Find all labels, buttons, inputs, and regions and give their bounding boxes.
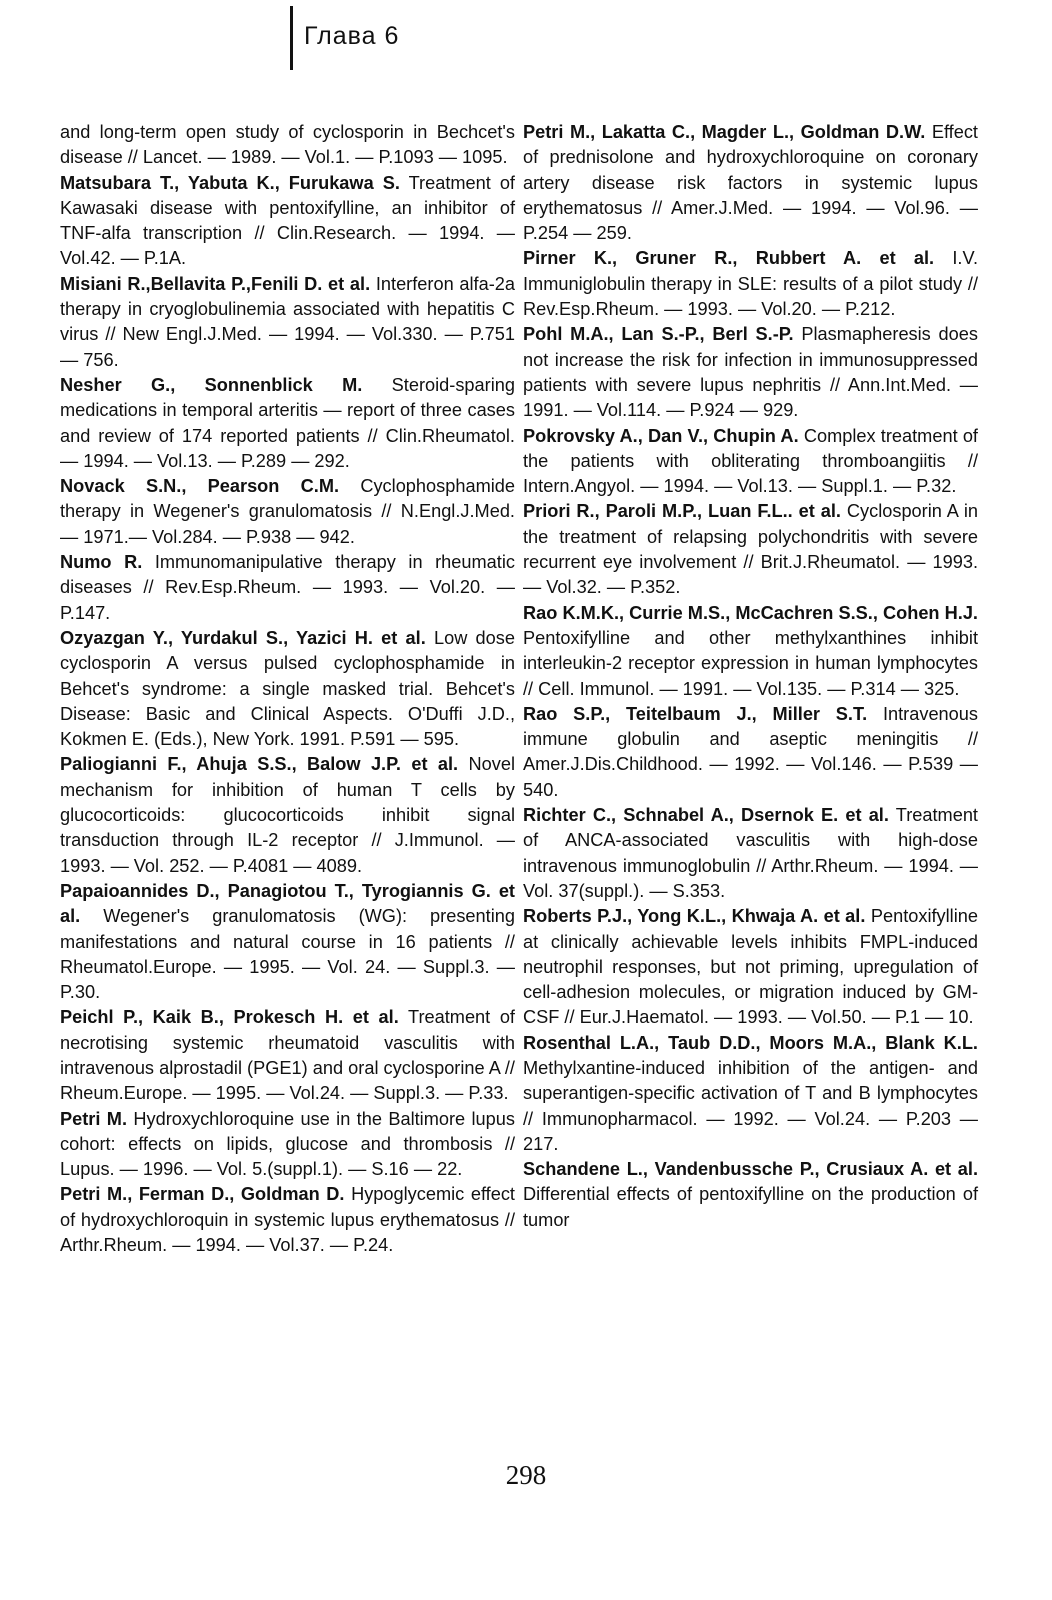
reference-entry [523, 322, 978, 423]
reference-text: Low dose cyclosporin A versus pulsed cyclophosphamide in Behcet's syndrome: a single masked trial. Behcet's Disease: Basic and Clinical Aspects. O'Duffi J.D., Kokmen E. (Eds.), New York. 1991. P.591 — 595. [60, 627, 515, 750]
reference-entry [60, 373, 515, 474]
reference-text: I.V. Immuniglobulin therapy in SLE: results of a pilot study // Rev.Esp.Rheum. — 1993. — Vol.20. — P.212. [523, 248, 978, 320]
reference-entry [523, 1031, 978, 1157]
reference-text: Cyclosporin A in the treatment of relapsing polychondritis with severe recurrent eye involvement // Brit.J.Rheumatol. — 1993. — Vol.32. — P.352. [523, 501, 978, 598]
reference-entry [523, 904, 978, 1030]
reference-authors: Petri M., Lakatta C., Magder L., Goldman D.W. [523, 122, 926, 142]
reference-text: Intravenous immune globulin and aseptic meningitis // Amer.J.Dis.Childhood. — 1992. — Vol.146. — P.539 — 540. [523, 703, 978, 800]
reference-entry [60, 626, 515, 752]
reference-authors: Ozyazgan Y., Yurdakul S., Yazici H. et al. [60, 627, 426, 648]
reference-authors: Pokrovsky A., Dan V., Chupin A. [523, 425, 799, 446]
reference-entry [523, 424, 978, 500]
reference-authors: Schandene L., Vandenbussche P., Crusiaux A. et al. [523, 1159, 978, 1180]
reference-text: Interferon alfa-2a therapy in cryoglobulinemia associated with hepatitis C virus // New Engl.J.Med. — 1994. — Vol.330. — P.751 — 756. [60, 273, 515, 370]
reference-entry [60, 171, 515, 272]
reference-text: Treatment of Kawasaki disease with pentoxifylline, an inhibitor of TNF-alfa transcription // Clin.Research. — 1994. — Vol.42. — P.1A. [60, 172, 515, 269]
reference-text: Treatment of ANCA-associated vasculitis with high-dose intravenous immunoglobulin // Arthr.Rheum. — 1994. — Vol. 37(suppl.). — S.353. [523, 805, 978, 901]
reference-entry [523, 702, 978, 803]
reference-authors: Rao K.M.K., Currie M.S., McCachren S.S., Cohen H.J. [523, 602, 978, 623]
reference-entry [60, 272, 515, 373]
reference-entry [523, 499, 978, 600]
reference-entry [523, 803, 978, 904]
reference-text: Pentoxifylline at clinically achievable levels inhibits FMPL-induced neutrophil responses, but not priming, upregulation of cell-adhesion molecules, or migration induced by GM-CSF // Eur.J.Haematol. — 1993. — Vol.50. — P.1 — 10. [523, 906, 978, 1028]
references-body [0, 120, 1052, 1420]
reference-text: Wegener's granulomatosis (WG): presenting manifestations and natural course in 16 patients // Rheumatol.Europe. — 1995. — Vol. 24. — Suppl.3. — P.30. [60, 906, 515, 1003]
reference-entry [523, 601, 978, 702]
reference-entry [60, 550, 515, 626]
reference-authors: Rao S.P., Teitelbaum J., Miller S.T. [523, 703, 868, 724]
reference-authors: Peichl P., Kaik B., Prokesch H. et al. [60, 1007, 399, 1028]
reference-text: Steroid-sparing medications in temporal arteritis — report of three cases and review of 174 reported patients // Clin.Rheumatol. — 1994. — Vol.13. — P.289 — 292. [60, 374, 515, 471]
reference-text: and long-term open study of cyclosporin in Bechcet's disease // Lancet. — 1989. — Vol.1. — P.1093 — 1095. [60, 122, 515, 168]
reference-text: Methylxantine-induced inhibition of the antigen- and superantigen-specific activation of T and B lymphocytes // Immunopharmacol. — 1992. — Vol.24. — P.203 — 217. [523, 1057, 978, 1154]
reference-text: Plasmapheresis does not increase the risk for infection in immunosuppressed patients with severe lupus nephritis // Ann.Int.Med. — 1991. — Vol.114. — P.924 — 929. [523, 324, 978, 421]
reference-entry [60, 879, 515, 1005]
right-column [523, 120, 978, 1233]
reference-authors: Rosenthal L.A., Taub D.D., Moors M.A., Blank K.L. [523, 1032, 978, 1053]
reference-text: Cyclophosphamide therapy in Wegener's granulomatosis // N.Engl.J.Med. — 1971.— Vol.284. — P.938 — 942. [60, 476, 516, 547]
reference-entry [60, 474, 515, 550]
reference-entry [523, 246, 978, 322]
header-rule [290, 6, 293, 70]
reference-authors: Petri M. [60, 1108, 127, 1129]
reference-authors: Papaioannides D., Panagiotou T., Tyrogiannis G. et al. [60, 880, 515, 927]
reference-entry [60, 1005, 515, 1106]
reference-text: Differential effects of pentoxifylline on the production of tumor [523, 1184, 978, 1230]
reference-authors: Nesher G., Sonnenblick M. [60, 374, 363, 395]
page-header [0, 0, 1052, 80]
reference-authors: Novack S.N., Pearson C.M. [60, 476, 340, 497]
reference-entry [523, 120, 978, 246]
left-column [60, 120, 515, 1258]
reference-entry [60, 1107, 515, 1183]
reference-authors: Pohl M.A., Lan S.-P., Berl S.-P. [523, 324, 794, 345]
reference-entry [523, 1157, 978, 1233]
reference-entry [60, 1182, 515, 1258]
reference-authors: Misiani R.,Bellavita P.,Fenili D. et al. [60, 273, 371, 294]
reference-text: Complex treatment of the patients with obliterating thromboangiitis // Intern.Angyol. — 1994. — Vol.13. — Suppl.1. — P.32. [523, 425, 978, 497]
reference-text: Immunomanipulative therapy in rheumatic diseases // Rev.Esp.Rheum. — 1993. — Vol.20. — P.147. [60, 552, 515, 623]
page-number: 298 [505, 1460, 547, 1490]
reference-text: Hypoglycemic effect of hydroxychloroquin in systemic lupus erythematosus // Arthr.Rheum. — 1994. — Vol.37. — P.24. [60, 1184, 515, 1256]
reference-text: Effect of prednisolone and hydroxychloroquine on coronary artery disease risk factors in systemic lupus erythematosus // Amer.J.Med. — 1994. — Vol.96. — P.254 — 259. [523, 122, 978, 244]
reference-text: Treatment of necrotising systemic rheumatoid vasculitis with intravenous alprostadil (PGE1) and oral cyclosporine A // Rheum.Europe. — 1995. — Vol.24. — Suppl.3. — P.33. [60, 1007, 515, 1104]
reference-text: Pentoxifylline and other methylxanthines inhibit interleukin-2 receptor expression in human lymphocytes // Cell. Immunol. — 1991. — Vol.135. — P.314 — 325. [523, 627, 978, 699]
chapter-title: Глава 6 [304, 22, 400, 50]
reference-authors: Matsubara T., Yabuta K., Furukawa S. [60, 172, 400, 193]
reference-authors: Petri M., Ferman D., Goldman D. [60, 1184, 345, 1205]
reference-authors: Roberts P.J., Yong K.L., Khwaja A. et al. [523, 906, 866, 927]
reference-entry [60, 752, 515, 878]
reference-text: Novel mechanism for inhibition of human T cells by glucocorticoids: glucocorticoids inhibit signal transduction through IL-2 receptor // J.Immunol. — 1993. — Vol. 252. — P.4081 — 4089. [60, 754, 515, 876]
reference-authors: Paliogianni F., Ahuja S.S., Balow J.P. et al. [60, 754, 459, 775]
reference-authors: Numo R. [60, 552, 143, 573]
reference-text: Hydroxychloroquine use in the Baltimore lupus cohort: effects on lipids, glucose and thrombosis // Lupus. — 1996. — Vol. 5.(suppl.1). — S.16 — 22. [60, 1108, 515, 1180]
reference-entry [60, 120, 515, 171]
reference-authors: Richter C., Schnabel A., Dsernok E. et al. [523, 805, 889, 826]
reference-authors: Priori R., Paroli M.P., Luan F.L.. et al. [523, 501, 841, 522]
reference-authors: Pirner K., Gruner R., Rubbert A. et al. [523, 248, 935, 269]
